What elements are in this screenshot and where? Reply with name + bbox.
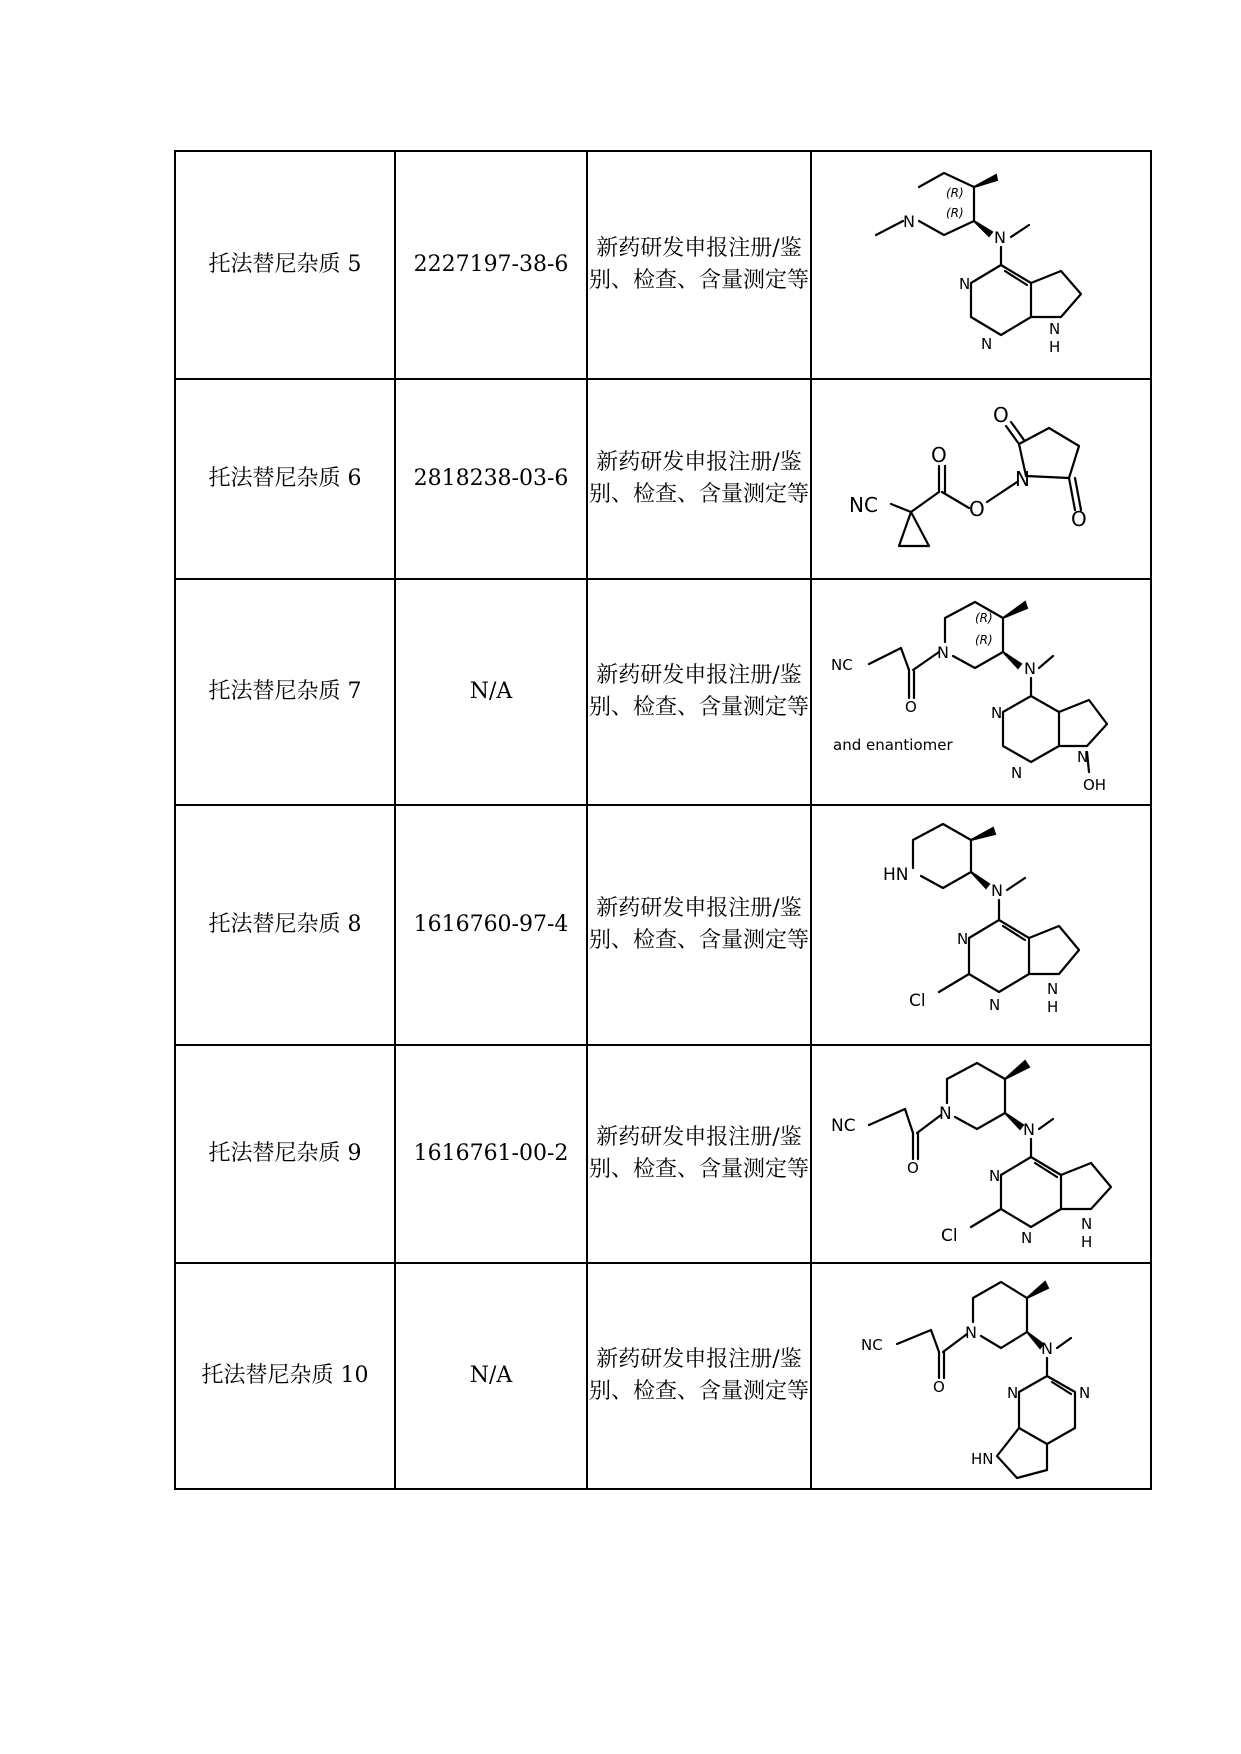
usage-text: 新药研发申报注册/鉴别、检查、含量测定等 (587, 805, 811, 1045)
svg-text:N: N (965, 1323, 977, 1342)
svg-text:N: N (1024, 659, 1036, 678)
svg-text:N: N (991, 881, 1003, 900)
usage-text: 新药研发申报注册/鉴别、检查、含量测定等 (587, 1263, 811, 1489)
svg-text:N: N (1007, 1384, 1019, 1402)
table-row (175, 151, 1151, 379)
svg-text:N: N (937, 643, 949, 662)
svg-text:(R): (R) (946, 186, 964, 200)
svg-text:N: N (1011, 764, 1023, 782)
structure-note: and enantiomer (833, 736, 953, 754)
table-row (175, 1263, 1151, 1489)
svg-text:NC: NC (831, 1116, 856, 1136)
svg-text:O: O (969, 497, 985, 521)
svg-text:N: N (989, 996, 1001, 1014)
impurity-9-structure-icon (821, 1049, 1141, 1259)
svg-text:Cl: Cl (909, 991, 926, 1011)
structure-cell (811, 1045, 1151, 1263)
cas-number: N/A (395, 579, 587, 805)
svg-text:N: N (1015, 467, 1030, 491)
cas-number: 2227197-38-6 (395, 151, 587, 379)
table-row (175, 1045, 1151, 1263)
svg-text:HN: HN (883, 865, 909, 885)
svg-text:(R): (R) (946, 206, 964, 220)
svg-text:O: O (907, 1159, 919, 1177)
impurity-table (174, 150, 1152, 1490)
impurity-8-structure-icon (821, 810, 1141, 1040)
svg-text:N: N (1079, 1384, 1091, 1402)
svg-text:H: H (1049, 338, 1061, 356)
svg-text:(R): (R) (975, 633, 993, 647)
svg-text:Cl: Cl (941, 1226, 958, 1246)
impurity-name: 托法替尼杂质 6 (175, 379, 395, 579)
impurity-name: 托法替尼杂质 7 (175, 579, 395, 805)
impurity-name: 托法替尼杂质 9 (175, 1045, 395, 1263)
svg-text:N: N (1023, 1120, 1035, 1139)
svg-text:N: N (1049, 320, 1061, 338)
impurity-5-structure-icon (821, 159, 1141, 371)
impurity-name: 托法替尼杂质 8 (175, 805, 395, 1045)
structure-cell (811, 151, 1151, 379)
svg-text:HN: HN (971, 1450, 994, 1468)
svg-text:N: N (957, 930, 969, 948)
svg-text:NC: NC (831, 656, 853, 674)
impurity-6-structure-icon (821, 384, 1141, 574)
svg-text:N: N (1081, 1215, 1093, 1233)
svg-text:N: N (959, 275, 971, 293)
svg-text:O: O (905, 698, 917, 716)
structure-cell (811, 579, 1151, 805)
svg-text:N: N (994, 228, 1006, 247)
svg-text:O: O (931, 443, 947, 467)
cas-number: 2818238-03-6 (395, 379, 587, 579)
table-row (175, 805, 1151, 1045)
svg-text:H: H (1047, 998, 1059, 1016)
table-row (175, 579, 1151, 805)
svg-text:NC: NC (861, 1336, 883, 1354)
svg-text:O: O (993, 403, 1009, 427)
svg-text:NC: NC (849, 493, 878, 517)
svg-text:O: O (933, 1378, 945, 1396)
svg-text:N: N (1021, 1229, 1033, 1247)
cas-number: 1616761-00-2 (395, 1045, 587, 1263)
cas-number: N/A (395, 1263, 587, 1489)
svg-text:N: N (989, 1167, 1001, 1185)
usage-text: 新药研发申报注册/鉴别、检查、含量测定等 (587, 1045, 811, 1263)
svg-text:H: H (1081, 1233, 1093, 1251)
svg-text:N: N (1041, 1339, 1053, 1358)
impurity-name: 托法替尼杂质 5 (175, 151, 395, 379)
svg-text:N: N (991, 704, 1003, 722)
svg-text:N: N (1077, 748, 1089, 766)
usage-text: 新药研发申报注册/鉴别、检查、含量测定等 (587, 151, 811, 379)
structure-cell (811, 805, 1151, 1045)
svg-text:N: N (1047, 980, 1059, 998)
cas-number: 1616760-97-4 (395, 805, 587, 1045)
impurity-10-structure-icon (821, 1268, 1141, 1484)
svg-text:N: N (981, 335, 993, 353)
svg-text:O: O (1071, 507, 1087, 531)
impurity-7-structure-icon (821, 586, 1141, 798)
structure-cell (811, 1263, 1151, 1489)
svg-text:N: N (903, 212, 915, 231)
svg-text:N: N (939, 1104, 952, 1124)
impurity-name: 托法替尼杂质 10 (175, 1263, 395, 1489)
usage-text: 新药研发申报注册/鉴别、检查、含量测定等 (587, 579, 811, 805)
usage-text: 新药研发申报注册/鉴别、检查、含量测定等 (587, 379, 811, 579)
svg-text:OH: OH (1083, 776, 1107, 794)
structure-cell (811, 379, 1151, 579)
table-row (175, 379, 1151, 579)
svg-text:(R): (R) (975, 611, 993, 625)
